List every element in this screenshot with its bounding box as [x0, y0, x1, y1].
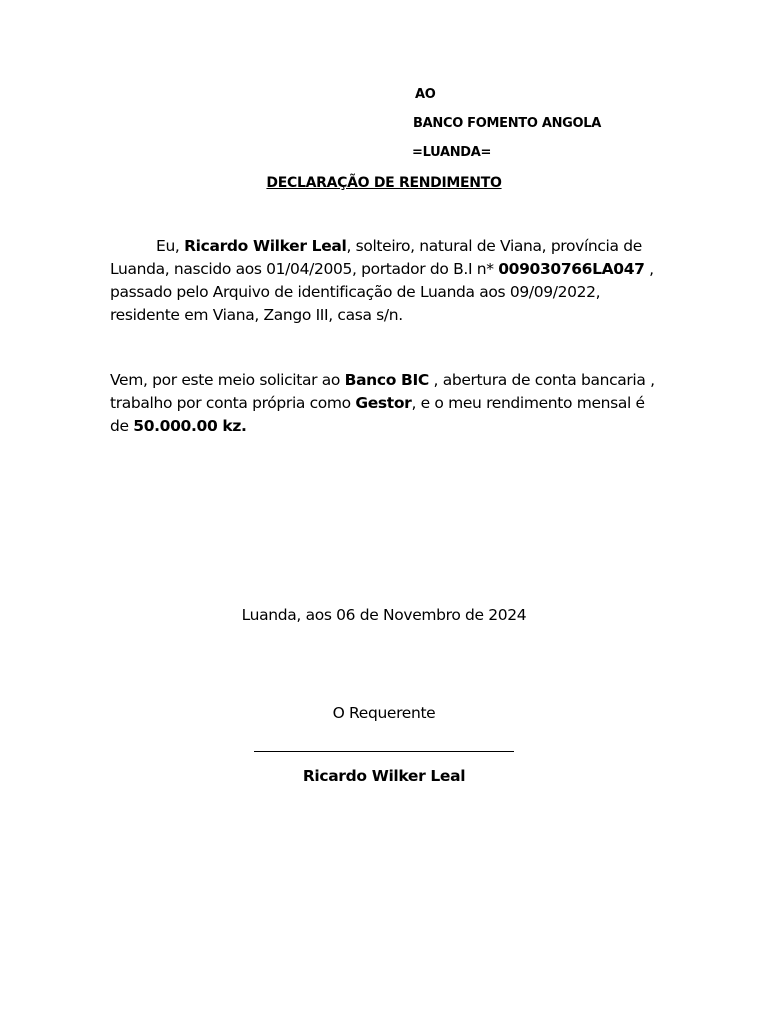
occupation: Gestor: [355, 394, 412, 412]
date-line: Luanda, aos 06 de Novembro de 2024: [241, 606, 527, 624]
para1-text-1: Eu,: [156, 237, 185, 255]
monthly-income: 50.000.00 kz.: [133, 417, 247, 435]
para1-text-3: , passado pelo Arquivo de identificação de Luanda aos 09/09/2022, residente em Viana, Zango III, casa s/n.: [110, 260, 654, 324]
declarant-name: Ricardo Wilker Leal: [184, 237, 347, 255]
recipient-bank: BANCO FOMENTO ANGOLA: [413, 116, 602, 131]
bi-number: 009030766LA047: [498, 260, 645, 278]
request-paragraph: [110, 369, 660, 438]
para1-text-2: , solteiro, natural de Viana, província de Luanda, nascido aos 01/04/2005, portador do B.I n*: [110, 237, 642, 278]
target-bank: Banco BIC: [344, 371, 429, 389]
recipient-city: =LUANDA=: [412, 145, 492, 160]
recipient-to: AO: [415, 87, 436, 102]
para2-text-3: , e o meu rendimento mensal é de: [110, 394, 645, 435]
document-title: DECLARAÇÃO DE RENDIMENTO: [266, 175, 502, 191]
para2-text-1: Vem, por este meio solicitar ao: [110, 371, 345, 389]
signature-line: [254, 751, 514, 752]
requerente-label: O Requerente: [332, 704, 436, 722]
declaration-paragraph: [110, 235, 660, 327]
para2-text-2: , abertura de conta bancaria , trabalho por conta própria como: [110, 371, 655, 412]
signer-name: Ricardo Wilker Leal: [302, 767, 466, 785]
